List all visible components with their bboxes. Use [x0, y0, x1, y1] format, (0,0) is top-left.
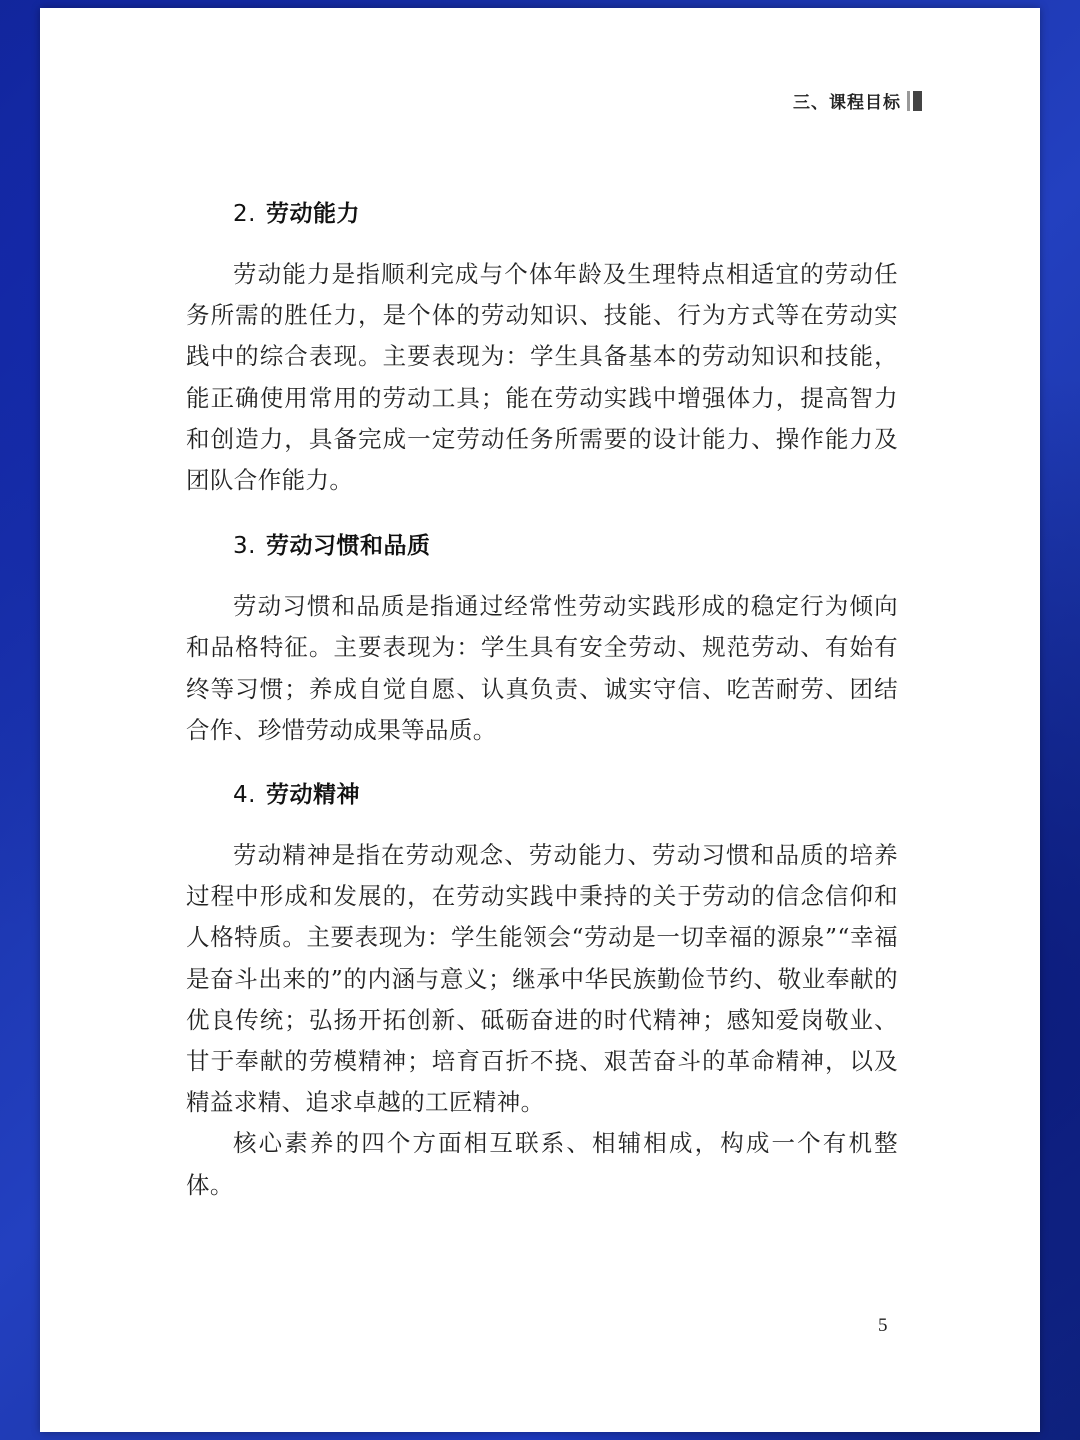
section-title: 劳动能力: [265, 201, 360, 227]
running-head-bars-icon: [907, 91, 922, 111]
section-number: 3.: [233, 533, 256, 560]
section-heading: [233, 774, 898, 816]
section-title: 劳动精神: [265, 782, 360, 809]
running-head: [793, 88, 922, 113]
paragraph: 劳动习惯和品质是指通过经常性劳动实践形成的稳定行为倾向和品格特征。主要表现为：学生具有安全劳动、规范劳动、有始有终等习惯；养成自觉自愿、认真负责、诚实守信、吃苦耐劳、团结合作、珍惜劳动成果等品质。: [186, 592, 898, 744]
section-number: 2.: [233, 201, 256, 227]
section-heading: [233, 193, 898, 235]
running-head-text: 三、课程目标: [793, 93, 901, 113]
paragraph: 劳动能力是指顺利完成与个体年龄及生理特点相适宜的劳动任务所需的胜任力，是个体的劳动知识、技能、行为方式等在劳动实践中的综合表现。主要表现为：学生具备基本的劳动知识和技能，能正确使用常用的劳动工具；能在劳动实践中增强体力，提高智力和创造力，具备完成一定劳动任务所需要的设计能力、操作能力及团队合作能力。: [186, 260, 898, 495]
paragraph: 核心素养的四个方面相互联系、相辅相成，构成一个有机整体。: [186, 1129, 898, 1199]
section-number: 4.: [233, 782, 256, 809]
page-body: [186, 174, 898, 1206]
section-title: 劳动习惯和品质: [265, 533, 431, 560]
page-number: 5: [878, 1315, 888, 1336]
document-page: [40, 8, 1040, 1432]
paragraph: 劳动精神是指在劳动观念、劳动能力、劳动习惯和品质的培养过程中形成和发展的，在劳动实践中秉持的关于劳动的信念信仰和人格特质。主要表现为：学生能领会“劳动是一切幸福的源泉”“幸福是奋斗出来的”的内涵与意义；继承中华民族勤俭节约、敬业奉献的优良传统；弘扬开拓创新、砥砺奋进的时代精神；感知爱岗敬业、甘于奉献的劳模精神；培育百折不挠、艰苦奋斗的革命精神，以及精益求精、追求卓越的工匠精神。: [186, 841, 898, 1117]
section-heading: [233, 525, 898, 567]
